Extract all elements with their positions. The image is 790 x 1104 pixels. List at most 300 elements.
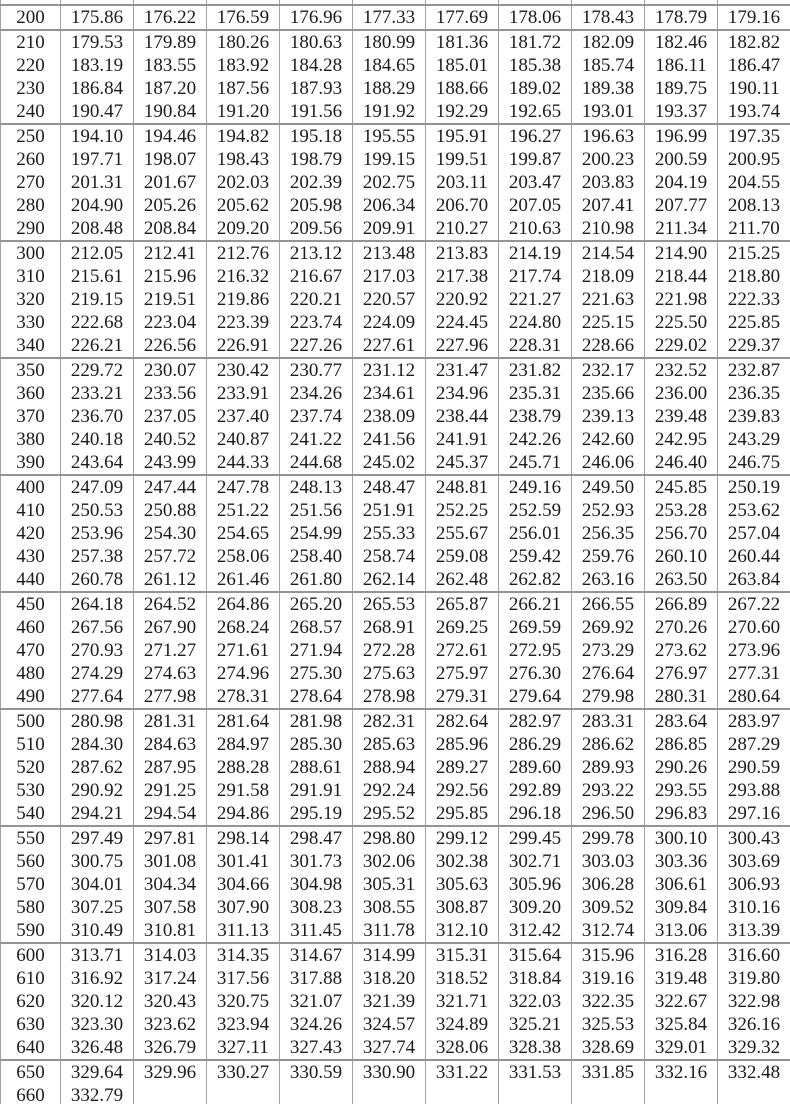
resistance-value-cell: 178.43 [572, 5, 645, 30]
resistance-value-cell: 290.26 [645, 756, 718, 779]
resistance-value-cell: 317.56 [207, 967, 280, 990]
resistance-value-cell: 289.60 [499, 756, 572, 779]
resistance-value-cell [207, 1084, 280, 1104]
resistance-value-cell: 253.96 [61, 522, 134, 545]
resistance-value-cell: 257.72 [134, 545, 207, 568]
temperature-cell: 380 [1, 428, 61, 451]
temperature-cell: 350 [1, 358, 61, 382]
resistance-value-cell: 295.85 [426, 802, 499, 826]
table-row [1, 826, 790, 850]
resistance-value-cell: 322.35 [572, 990, 645, 1013]
resistance-value-cell: 235.66 [572, 382, 645, 405]
resistance-value-cell: 224.45 [426, 311, 499, 334]
resistance-value-cell: 300.75 [61, 850, 134, 873]
resistance-value-cell: 325.84 [645, 1013, 718, 1036]
resistance-value-cell [718, 1084, 790, 1104]
resistance-value-cell: 195.91 [426, 124, 499, 148]
resistance-value-cell: 241.22 [280, 428, 353, 451]
resistance-value-cell: 327.74 [353, 1036, 426, 1060]
resistance-value-cell: 202.75 [353, 171, 426, 194]
resistance-value-cell: 277.98 [134, 685, 207, 709]
resistance-value-cell: 293.88 [718, 779, 790, 802]
resistance-value-cell: 305.96 [499, 873, 572, 896]
resistance-value-cell: 179.89 [134, 30, 207, 54]
temperature-cell: 550 [1, 826, 61, 850]
resistance-value-cell: 329.64 [61, 1060, 134, 1084]
resistance-value-cell: 291.91 [280, 779, 353, 802]
resistance-value-cell: 331.22 [426, 1060, 499, 1084]
resistance-value-cell: 320.75 [207, 990, 280, 1013]
resistance-value-cell: 231.12 [353, 358, 426, 382]
resistance-value-cell: 317.24 [134, 967, 207, 990]
table-row [1, 850, 790, 873]
resistance-value-cell: 256.01 [499, 522, 572, 545]
resistance-value-cell: 203.11 [426, 171, 499, 194]
temperature-cell: 520 [1, 756, 61, 779]
resistance-value-cell: 201.67 [134, 171, 207, 194]
resistance-value-cell: 200.23 [572, 148, 645, 171]
resistance-value-cell: 257.04 [718, 522, 790, 545]
resistance-value-cell: 223.39 [207, 311, 280, 334]
table-row [1, 54, 790, 77]
resistance-value-cell: 313.39 [718, 919, 790, 943]
resistance-value-cell: 207.77 [645, 194, 718, 217]
resistance-value-cell: 247.44 [134, 475, 207, 499]
resistance-value-cell: 264.86 [207, 592, 280, 616]
resistance-value-cell: 268.91 [353, 616, 426, 639]
resistance-value-cell: 305.63 [426, 873, 499, 896]
resistance-value-cell: 255.67 [426, 522, 499, 545]
resistance-value-cell: 295.19 [280, 802, 353, 826]
table-row [1, 1060, 790, 1084]
resistance-value-cell: 318.52 [426, 967, 499, 990]
temperature-cell: 210 [1, 30, 61, 54]
resistance-value-cell: 288.61 [280, 756, 353, 779]
resistance-value-cell: 198.43 [207, 148, 280, 171]
resistance-value-cell: 212.05 [61, 241, 134, 265]
resistance-value-cell: 200.95 [718, 148, 790, 171]
resistance-value-cell: 299.45 [499, 826, 572, 850]
resistance-value-cell: 236.70 [61, 405, 134, 428]
resistance-value-cell: 248.13 [280, 475, 353, 499]
resistance-value-cell: 272.61 [426, 639, 499, 662]
resistance-value-cell: 318.84 [499, 967, 572, 990]
temperature-cell: 500 [1, 709, 61, 733]
resistance-value-cell: 206.34 [353, 194, 426, 217]
resistance-value-cell: 189.38 [572, 77, 645, 100]
resistance-value-cell: 306.28 [572, 873, 645, 896]
resistance-value-cell: 188.29 [353, 77, 426, 100]
resistance-value-cell: 287.29 [718, 733, 790, 756]
temperature-cell: 470 [1, 639, 61, 662]
resistance-value-cell: 227.61 [353, 334, 426, 358]
resistance-value-cell: 238.09 [353, 405, 426, 428]
resistance-value-cell: 237.05 [134, 405, 207, 428]
temperature-cell: 650 [1, 1060, 61, 1084]
temperature-cell: 600 [1, 943, 61, 967]
resistance-value-cell: 284.97 [207, 733, 280, 756]
table-row [1, 382, 790, 405]
resistance-value-cell [280, 1084, 353, 1104]
resistance-value-cell: 208.48 [61, 217, 134, 241]
resistance-value-cell: 273.62 [645, 639, 718, 662]
resistance-value-cell: 308.87 [426, 896, 499, 919]
resistance-value-cell: 322.98 [718, 990, 790, 1013]
resistance-value-cell: 300.10 [645, 826, 718, 850]
resistance-value-cell: 285.96 [426, 733, 499, 756]
resistance-value-cell: 287.62 [61, 756, 134, 779]
resistance-value-cell: 310.16 [718, 896, 790, 919]
resistance-value-cell: 278.31 [207, 685, 280, 709]
temperature-cell: 400 [1, 475, 61, 499]
temperature-cell: 270 [1, 171, 61, 194]
temperature-cell: 390 [1, 451, 61, 475]
resistance-value-cell: 252.93 [572, 499, 645, 522]
resistance-value-cell: 319.48 [645, 967, 718, 990]
resistance-value-cell: 311.13 [207, 919, 280, 943]
resistance-value-cell: 238.79 [499, 405, 572, 428]
table-row [1, 148, 790, 171]
resistance-value-cell: 248.47 [353, 475, 426, 499]
temperature-cell: 630 [1, 1013, 61, 1036]
table-row [1, 990, 790, 1013]
resistance-value-cell: 264.52 [134, 592, 207, 616]
resistance-value-cell: 274.29 [61, 662, 134, 685]
resistance-value-cell: 205.62 [207, 194, 280, 217]
resistance-value-cell: 183.55 [134, 54, 207, 77]
temperature-cell: 590 [1, 919, 61, 943]
resistance-value-cell: 213.83 [426, 241, 499, 265]
resistance-value-cell: 281.98 [280, 709, 353, 733]
resistance-value-cell: 219.51 [134, 288, 207, 311]
temperature-cell: 440 [1, 568, 61, 592]
resistance-value-cell: 315.96 [572, 943, 645, 967]
resistance-value-cell: 301.73 [280, 850, 353, 873]
resistance-value-cell: 210.63 [499, 217, 572, 241]
resistance-value-cell: 214.54 [572, 241, 645, 265]
resistance-value-cell: 193.01 [572, 100, 645, 124]
resistance-value-cell: 259.08 [426, 545, 499, 568]
resistance-value-cell: 182.82 [718, 30, 790, 54]
resistance-value-cell: 190.84 [134, 100, 207, 124]
temperature-cell: 410 [1, 499, 61, 522]
resistance-value-cell: 187.93 [280, 77, 353, 100]
resistance-value-cell: 315.31 [426, 943, 499, 967]
resistance-value-cell: 220.57 [353, 288, 426, 311]
resistance-value-cell: 189.02 [499, 77, 572, 100]
resistance-value-cell: 275.97 [426, 662, 499, 685]
table-row [1, 100, 790, 124]
resistance-value-cell: 237.40 [207, 405, 280, 428]
resistance-value-cell: 300.43 [718, 826, 790, 850]
table-row [1, 1084, 790, 1104]
resistance-value-cell: 182.09 [572, 30, 645, 54]
resistance-value-cell: 297.81 [134, 826, 207, 850]
resistance-value-cell: 286.29 [499, 733, 572, 756]
resistance-value-cell: 304.98 [280, 873, 353, 896]
temperature-cell: 610 [1, 967, 61, 990]
resistance-value-cell: 242.60 [572, 428, 645, 451]
resistance-value-cell: 211.34 [645, 217, 718, 241]
table-row [1, 943, 790, 967]
resistance-value-cell: 293.22 [572, 779, 645, 802]
resistance-value-cell: 263.16 [572, 568, 645, 592]
table-row [1, 5, 790, 30]
resistance-value-cell: 303.03 [572, 850, 645, 873]
resistance-value-cell: 274.96 [207, 662, 280, 685]
resistance-value-cell: 225.50 [645, 311, 718, 334]
resistance-value-cell: 299.12 [426, 826, 499, 850]
resistance-value-cell: 285.63 [353, 733, 426, 756]
resistance-value-cell: 187.56 [207, 77, 280, 100]
resistance-value-cell: 230.07 [134, 358, 207, 382]
table-row [1, 779, 790, 802]
resistance-value-cell: 245.37 [426, 451, 499, 475]
temperature-cell: 230 [1, 77, 61, 100]
resistance-value-cell: 200.59 [645, 148, 718, 171]
resistance-value-cell: 289.93 [572, 756, 645, 779]
resistance-value-cell: 240.87 [207, 428, 280, 451]
resistance-value-cell: 233.91 [207, 382, 280, 405]
resistance-value-cell: 186.11 [645, 54, 718, 77]
resistance-value-cell: 214.19 [499, 241, 572, 265]
resistance-value-cell: 301.08 [134, 850, 207, 873]
resistance-value-cell: 330.90 [353, 1060, 426, 1084]
table-row [1, 802, 790, 826]
resistance-value-cell: 207.41 [572, 194, 645, 217]
resistance-value-cell: 301.41 [207, 850, 280, 873]
resistance-value-cell: 191.92 [353, 100, 426, 124]
resistance-value-cell: 245.02 [353, 451, 426, 475]
table-row [1, 685, 790, 709]
resistance-value-cell: 309.52 [572, 896, 645, 919]
resistance-value-cell: 265.87 [426, 592, 499, 616]
resistance-value-cell: 269.59 [499, 616, 572, 639]
resistance-value-cell: 247.09 [61, 475, 134, 499]
resistance-value-cell: 302.71 [499, 850, 572, 873]
resistance-value-cell: 272.95 [499, 639, 572, 662]
temperature-cell: 220 [1, 54, 61, 77]
resistance-value-cell: 247.78 [207, 475, 280, 499]
resistance-value-cell: 277.31 [718, 662, 790, 685]
resistance-value-cell: 264.18 [61, 592, 134, 616]
resistance-value-cell: 324.89 [426, 1013, 499, 1036]
resistance-value-cell: 179.16 [718, 5, 790, 30]
resistance-value-cell: 226.91 [207, 334, 280, 358]
resistance-value-cell: 261.46 [207, 568, 280, 592]
resistance-value-cell: 217.03 [353, 265, 426, 288]
resistance-value-cell: 290.92 [61, 779, 134, 802]
temperature-cell: 260 [1, 148, 61, 171]
resistance-value-cell: 251.56 [280, 499, 353, 522]
resistance-value-cell: 296.50 [572, 802, 645, 826]
resistance-value-cell: 313.06 [645, 919, 718, 943]
table-row [1, 873, 790, 896]
table-row [1, 545, 790, 568]
resistance-value-cell: 291.58 [207, 779, 280, 802]
resistance-value-cell: 298.47 [280, 826, 353, 850]
resistance-value-cell: 267.22 [718, 592, 790, 616]
resistance-value-cell: 312.10 [426, 919, 499, 943]
table-row [1, 428, 790, 451]
resistance-value-cell: 279.64 [499, 685, 572, 709]
resistance-value-cell: 316.28 [645, 943, 718, 967]
resistance-value-cell: 280.64 [718, 685, 790, 709]
resistance-value-cell: 261.12 [134, 568, 207, 592]
resistance-value-cell: 186.84 [61, 77, 134, 100]
resistance-value-cell: 193.74 [718, 100, 790, 124]
resistance-value-cell: 175.86 [61, 5, 134, 30]
resistance-value-cell: 262.14 [353, 568, 426, 592]
resistance-value-cell: 266.89 [645, 592, 718, 616]
resistance-value-cell: 218.09 [572, 265, 645, 288]
resistance-value-cell: 196.63 [572, 124, 645, 148]
resistance-value-cell: 250.88 [134, 499, 207, 522]
resistance-value-cell: 248.81 [426, 475, 499, 499]
table-row [1, 733, 790, 756]
table-row [1, 896, 790, 919]
resistance-value-cell: 272.28 [353, 639, 426, 662]
resistance-value-cell: 179.53 [61, 30, 134, 54]
resistance-value-cell: 209.91 [353, 217, 426, 241]
resistance-value-cell: 330.59 [280, 1060, 353, 1084]
resistance-value-cell: 225.15 [572, 311, 645, 334]
table-row [1, 499, 790, 522]
temperature-cell: 330 [1, 311, 61, 334]
resistance-value-cell: 221.98 [645, 288, 718, 311]
resistance-value-cell: 204.90 [61, 194, 134, 217]
resistance-value-cell: 240.52 [134, 428, 207, 451]
resistance-value-cell: 177.33 [353, 5, 426, 30]
resistance-value-cell: 319.80 [718, 967, 790, 990]
temperature-cell: 360 [1, 382, 61, 405]
resistance-value-cell: 292.56 [426, 779, 499, 802]
resistance-value-cell: 331.53 [499, 1060, 572, 1084]
temperature-cell: 640 [1, 1036, 61, 1060]
resistance-value-cell: 217.38 [426, 265, 499, 288]
resistance-value-cell: 266.21 [499, 592, 572, 616]
resistance-value-cell: 316.92 [61, 967, 134, 990]
resistance-value-cell: 332.16 [645, 1060, 718, 1084]
resistance-value-cell: 269.92 [572, 616, 645, 639]
resistance-value-cell: 204.19 [645, 171, 718, 194]
table-row [1, 475, 790, 499]
table-row [1, 217, 790, 241]
resistance-value-cell: 331.85 [572, 1060, 645, 1084]
resistance-value-cell: 320.43 [134, 990, 207, 1013]
resistance-value-cell: 321.39 [353, 990, 426, 1013]
resistance-value-cell: 292.89 [499, 779, 572, 802]
resistance-value-cell: 304.66 [207, 873, 280, 896]
resistance-value-cell: 313.71 [61, 943, 134, 967]
resistance-value-cell: 178.79 [645, 5, 718, 30]
resistance-value-cell: 196.27 [499, 124, 572, 148]
resistance-value-cell: 305.31 [353, 873, 426, 896]
resistance-value-cell: 284.30 [61, 733, 134, 756]
resistance-value-cell [134, 1084, 207, 1104]
resistance-value-cell: 311.78 [353, 919, 426, 943]
resistance-value-cell: 275.30 [280, 662, 353, 685]
resistance-value-cell: 180.63 [280, 30, 353, 54]
resistance-value-cell: 287.95 [134, 756, 207, 779]
resistance-value-cell: 308.55 [353, 896, 426, 919]
resistance-value-cell: 296.18 [499, 802, 572, 826]
resistance-value-cell: 276.97 [645, 662, 718, 685]
resistance-value-cell: 254.99 [280, 522, 353, 545]
resistance-value-cell: 326.79 [134, 1036, 207, 1060]
resistance-value-cell: 278.64 [280, 685, 353, 709]
resistance-value-cell: 276.64 [572, 662, 645, 685]
resistance-value-cell: 194.82 [207, 124, 280, 148]
resistance-value-cell: 251.22 [207, 499, 280, 522]
resistance-value-cell: 236.35 [718, 382, 790, 405]
temperature-cell: 530 [1, 779, 61, 802]
resistance-value-cell: 181.72 [499, 30, 572, 54]
resistance-value-cell: 215.25 [718, 241, 790, 265]
resistance-value-cell: 205.98 [280, 194, 353, 217]
resistance-value-cell: 297.16 [718, 802, 790, 826]
resistance-value-cell: 205.26 [134, 194, 207, 217]
resistance-value-cell: 195.18 [280, 124, 353, 148]
resistance-value-cell: 239.83 [718, 405, 790, 428]
temperature-cell: 480 [1, 662, 61, 685]
resistance-value-cell: 321.07 [280, 990, 353, 1013]
table-row [1, 709, 790, 733]
temperature-cell: 200 [1, 5, 61, 30]
resistance-value-cell: 215.96 [134, 265, 207, 288]
resistance-value-cell: 185.38 [499, 54, 572, 77]
resistance-value-cell: 314.99 [353, 943, 426, 967]
resistance-value-cell [426, 1084, 499, 1104]
resistance-value-cell: 219.15 [61, 288, 134, 311]
table-row [1, 405, 790, 428]
resistance-value-cell: 294.54 [134, 802, 207, 826]
temperature-cell: 420 [1, 522, 61, 545]
resistance-value-cell: 221.27 [499, 288, 572, 311]
resistance-value-cell: 212.76 [207, 241, 280, 265]
resistance-value-cell: 227.26 [280, 334, 353, 358]
resistance-value-cell: 306.93 [718, 873, 790, 896]
resistance-value-cell: 318.20 [353, 967, 426, 990]
resistance-value-cell: 218.80 [718, 265, 790, 288]
resistance-value-cell: 282.31 [353, 709, 426, 733]
resistance-value-cell: 302.38 [426, 850, 499, 873]
resistance-value-cell: 250.53 [61, 499, 134, 522]
resistance-value-cell: 258.74 [353, 545, 426, 568]
resistance-value-cell: 325.53 [572, 1013, 645, 1036]
resistance-value-cell: 210.27 [426, 217, 499, 241]
resistance-value-cell: 192.29 [426, 100, 499, 124]
temperature-cell: 660 [1, 1084, 61, 1104]
resistance-value-cell: 203.83 [572, 171, 645, 194]
resistance-value-cell: 298.80 [353, 826, 426, 850]
resistance-value-cell: 315.64 [499, 943, 572, 967]
resistance-value-cell: 202.03 [207, 171, 280, 194]
resistance-value-cell: 255.33 [353, 522, 426, 545]
resistance-value-cell: 329.32 [718, 1036, 790, 1060]
table-row [1, 241, 790, 265]
resistance-value-cell: 192.65 [499, 100, 572, 124]
resistance-value-cell: 176.22 [134, 5, 207, 30]
resistance-value-cell: 235.31 [499, 382, 572, 405]
resistance-value-cell: 199.51 [426, 148, 499, 171]
resistance-value-cell: 283.64 [645, 709, 718, 733]
resistance-value-cell: 208.13 [718, 194, 790, 217]
resistance-value-cell: 189.75 [645, 77, 718, 100]
resistance-value-cell: 309.20 [499, 896, 572, 919]
resistance-value-cell: 259.42 [499, 545, 572, 568]
resistance-value-cell: 324.57 [353, 1013, 426, 1036]
